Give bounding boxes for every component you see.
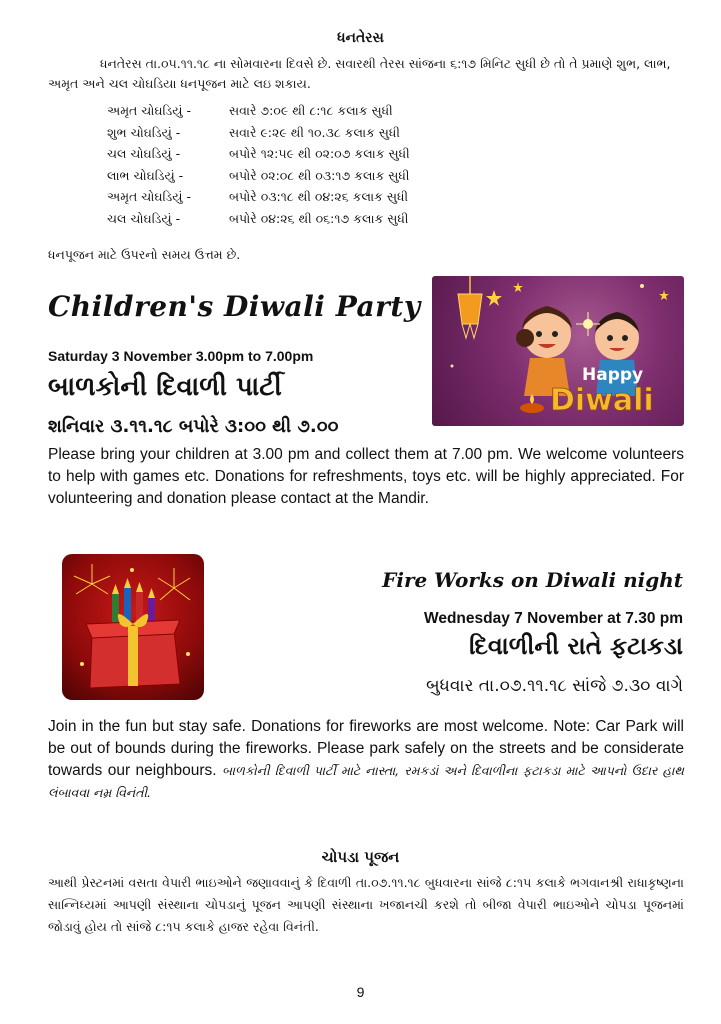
party-date: Saturday 3 November 3.00pm to 7.00pm [48, 348, 314, 364]
fireworks-title: Fire Works on Diwali night [382, 568, 683, 592]
fireworks-body [48, 716, 684, 804]
choghadiya-time: સવારે ૭:૦૯ થી ૮:૧૮ કલાક સુધી [229, 103, 393, 118]
dhanteras-title: ધનતેરસ [337, 30, 384, 46]
choghadiya-time: સવારે ૯:૨૯ થી ૧૦.૩૮ કલાક સુધી [229, 124, 401, 140]
choghadiya-row [107, 143, 469, 165]
fireworks-gift-image [62, 554, 204, 700]
chopda-title: ચોપડા પૂજન [321, 848, 400, 866]
choghadiya-name: શુભ ચોઘડિયું - [107, 124, 181, 140]
choghadiya-name: અમૃત ચોઘડિયું - [107, 189, 191, 204]
choghadiya-time: બપોરે ૧૨:૫૯ થી ૦૨:૦૭ કલાક સુધી [229, 146, 410, 161]
fireworks-date: Wednesday 7 November at 7.30 pm [423, 610, 683, 627]
fireworks-body-english: Join in the fun but stay safe. Donations for fireworks are most welcome. Note: Car Park will be out of bounds during the fireworks. Please park safely on the streets and be considerate towards our neighbours. [48, 718, 684, 779]
happy-text: Happy [582, 365, 644, 385]
happy-diwali-illustration [432, 276, 684, 426]
choghadiya-time: બપોરે ૦૨:૦૮ થી ૦૩:૧૭ કલાક સુધી [229, 167, 410, 183]
choghadiya-list [107, 100, 469, 229]
party-guj-date: શનિવાર ૩.૧૧.૧૮ બપોરે ૩:૦૦ થી ૭.૦૦ [48, 416, 339, 437]
fireworks-guj-date: બુધવાર તા.૦૭.૧૧.૧૮ સાંજે ૭.૩૦ વાગે [425, 676, 683, 696]
dhanteras-paragraph: ધનતેરસ તા.૦૫.૧૧.૧૮ ના સોમવારના દિવસે છે. સવારથી તેરસ સાંજના ૬:૧૭ મિનિટ સુધી છે તો તે પ્રમાણે શુભ, લાભ, અમૃત અને ચલ ચોઘડિયા ધનપૂજન માટે લઇ શકાય. [48, 56, 671, 91]
dhanteras-footer: ધનપૂજન માટે ઉપરનો સમય ઉત્તમ છે. [48, 247, 241, 262]
choghadiya-name: અમૃત ચોઘડિયું - [107, 103, 191, 118]
choghadiya-name: લાભ ચોઘડિયું - [107, 167, 184, 183]
page-number: 9 [356, 984, 365, 1000]
party-body: Please bring your children at 3.00 pm and collect them at 7.00 pm. We welcome volunteers to help with games etc. Donations for refreshments, toys etc. will be highly appreciated. For volunteering and donation please contact at the Mandir. [48, 446, 684, 507]
choghadiya-row [107, 208, 469, 230]
choghadiya-name: ચલ ચોઘડિયું - [107, 210, 181, 226]
happy-diwali-image [432, 276, 684, 426]
choghadiya-row [107, 100, 469, 122]
choghadiya-row [107, 122, 469, 144]
choghadiya-time: બપોરે ૦૪:૨૬ થી ૦૬:૧૭ કલાક સુધી [229, 210, 409, 226]
fireworks-gift-illustration [62, 554, 204, 700]
party-title: Children's Diwali Party [48, 290, 421, 323]
chopda-body: આથી પ્રેસ્ટનમાં વસતા વેપારી ભાઇઓને જણાવવાનું કે દિવાળી તા.૦૭.૧૧.૧૮ બુધવારના સાંજે ૮:૧૫ કલાકે ભગવાનશ્રી રાધાકૃષ્ણના સાન્નિધ્યમાં આપણી સંસ્થાના ચોપડાનું પૂજન આપણી સંસ્થાના ખજાનચી કરશે તો બીજા વેપારી ભાઇઓને ચોપડા પૂજનમાં જોડાવું હોય તો સાંજે ૮:૧૫ કલાકે હાજર રહેવા વિનંતી. [48, 875, 684, 934]
choghadiya-name: ચલ ચોઘડિયું - [107, 146, 181, 161]
choghadiya-row [107, 186, 469, 208]
choghadiya-row [107, 165, 469, 187]
fireworks-body-gujarati: બાળકોની દિવાળી પાર્ટી માટે નાસ્તા, રમકડાં અને દિવાળીના ફટાકડા માટે આપનો ઉદાર હાથ લંબાવવા નમ્ર વિનંતી. [48, 763, 684, 800]
diwali-text: Diwali [550, 383, 654, 418]
party-guj-title: બાળકોની દિવાળી પાર્ટી [48, 372, 282, 402]
choghadiya-time: બપોરે ૦૩:૧૮ થી ૦૪:૨૬ કલાક સુધી [229, 189, 409, 204]
fireworks-guj-title: દિવાળીની રાતે ફટાકડા [469, 632, 683, 660]
